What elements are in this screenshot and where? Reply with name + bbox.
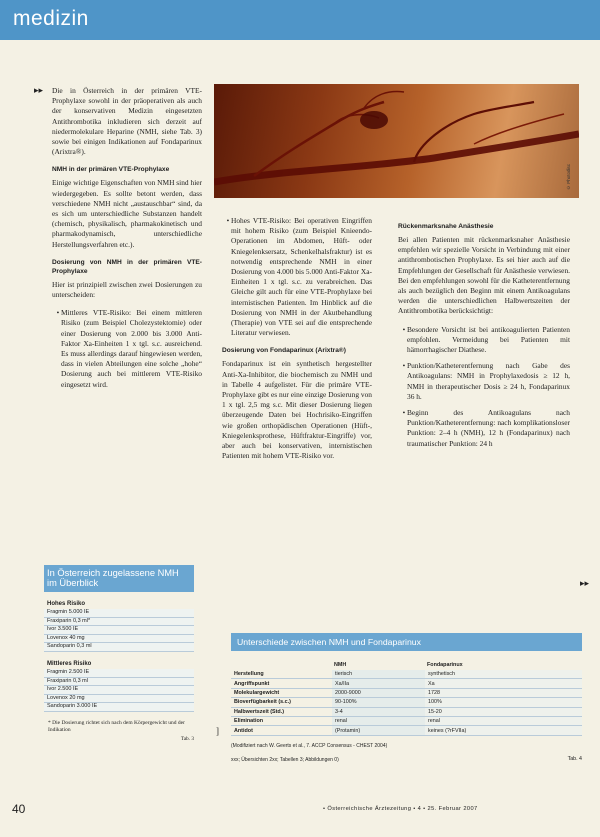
list-item: Fragmin 5.000 IE xyxy=(44,609,194,618)
list-item: Sandoparin 3.000 IE xyxy=(44,703,194,712)
table-row xyxy=(231,670,582,679)
list-item: Fraxiparin 0,3 ml* xyxy=(44,618,194,627)
comparison-table xyxy=(231,662,582,736)
cell-nmh: tierisch xyxy=(332,670,425,679)
table-row xyxy=(231,688,582,697)
photo-credit: © Photodisc xyxy=(566,163,571,190)
heading-fondaparinux: Dosierung von Fondaparinux (Arixtra®) xyxy=(222,347,346,355)
paragraph-nmh: Einige wichtige Eigenschaften von NMH sind hier wiedergegeben. Es sollte betont werden, dass verschiedene NMH nicht „austauschbar“ sind, da es sich um unterschiedliche Substanzen handelt (chemisch, physikalisch, pharmakokinetisch und pharmakodynamisch, unterschiedliche Herstellungsverfahren etc.). xyxy=(52,178,202,249)
list-item: Lovenox 40 mg xyxy=(44,635,194,644)
bullet-list xyxy=(398,325,570,449)
infobox-title: In Österreich zugelassene NMH im Überblick xyxy=(44,565,194,592)
list-item: Sandoparin 0,3 ml xyxy=(44,643,194,652)
heading-anaesthesie: Rückenmarksnahe Anästhesie xyxy=(398,223,494,230)
list-item: Ivor 2.500 IE xyxy=(44,686,194,695)
section-header-bar xyxy=(0,0,600,40)
list-item: Lovenox 20 mg xyxy=(44,695,194,704)
bullet-vorsicht: • Besondere Vorsicht ist bei antikoagulierten Patienten empfohlen. Vermeidung bei Patienten mit hämorrhagischer Diathese. xyxy=(407,325,570,356)
high-risk-heading: Hohes Risiko xyxy=(47,601,86,607)
cell-nmh: 90-100% xyxy=(332,698,425,707)
cell-fondaparinux: keines (?rFVIIa) xyxy=(425,726,582,735)
comparison-table-box xyxy=(231,633,582,762)
cell-nmh: (Protamin) xyxy=(332,726,425,735)
table-row xyxy=(231,707,582,716)
row-label: Antidot xyxy=(231,726,332,735)
paragraph-anaesthesie: Bei allen Patienten mit rückenmarksnaher Anästhesie empfehlen wir spezielle Vorsicht in Verbindung mit einer antithrombotischen Prophylaxe. Es sei hier auch auf die Empfehlungen der Gesellschaft für Anästhesie verwiesen. Bei den empfehlungen sowohl für die Katheterentfernung als auch bezüglich den Beginn mit einem Antikoagulans werden die unterschiedlichen Halbwertszeiten der Antithrombotika berücksichtigt: xyxy=(398,235,570,316)
high-risk-section xyxy=(44,601,194,652)
cell-fondaparinux: 15-20 xyxy=(425,707,582,716)
bullet-list xyxy=(52,308,202,390)
mid-risk-section xyxy=(44,661,194,712)
blood-vessel-photo xyxy=(214,84,579,198)
heading-nmh-prophylaxe: NMH in der primären VTE-Prophylaxe xyxy=(52,166,170,174)
row-label: Elimination xyxy=(231,716,332,725)
cell-fondaparinux: renal xyxy=(425,716,582,725)
page-number: 40 xyxy=(12,802,26,816)
nmh-overview-box xyxy=(44,565,194,742)
comparison-footnote-2: xxx; Übersichten 2xx; Tabellen 3; Abbildungen 0) xyxy=(231,756,339,763)
table-header-fondaparinux: Fondaparinux xyxy=(427,662,463,668)
paragraph-dosierung: Hier ist prinzipiell zwischen zwei Dosierungen zu unterscheiden: xyxy=(52,279,202,300)
table-number: Tab. 4 xyxy=(567,755,582,762)
table-row xyxy=(231,716,582,725)
cell-fondaparinux: 100% xyxy=(425,698,582,707)
journal-footer: • Österreichische Ärztezeitung • 4 • 25. Februar 2007 xyxy=(323,806,478,812)
vessel-illustration-icon xyxy=(214,84,579,198)
table-number: Tab. 3 xyxy=(180,735,194,742)
infobox-footnote: * Die Dosierung richtet sich nach dem Körpergewicht und der Indikation xyxy=(48,719,185,734)
list-item: Fraxiparin 0,3 ml xyxy=(44,678,194,687)
paragraph-fondaparinux: Fondaparinux ist ein synthetisch hergestellter Anti-Xa-Inhibitor, die biochemisch zu NMH und in Tabelle 4 aufgelistet. Für die primäre VTE-Prophylaxe gibt es nur eine einzige Dosierung von 1 x tgl. 2,5 mg s.c. Mit dieser Dosierung liegen überzeugende Daten bei Hochrisiko-Eingriffen wie großen orthopädischen Operationen (Hüft-, Kniegelenksprothese, Hüftfraktur-Eingriffe) vor, aber auch bei konservativen, internistischen Patienten mit hohem VTE-Risiko vor. xyxy=(222,359,372,461)
heading-dosierung-nmh: Dosierung von NMH in der primären VTE-Prophylaxe xyxy=(52,258,202,275)
list-item: Fragmin 2.500 IE xyxy=(44,669,194,678)
intro-paragraph: Die in Österreich in der primären VTE-Prophylaxe sowohl in der präoperativen als auch der konservativen Medizin eingesetzten Antithrombotika inkludieren sich derzeit auf niedermolekulare Heparine (NMH, siehe Tab. 3) sowie bei einigen Indikationen auf Fondaparinux (Arixtra®). xyxy=(52,86,202,157)
table-row xyxy=(231,679,582,688)
row-label: Herstellung xyxy=(231,670,332,679)
row-label: Molekulargewicht xyxy=(231,688,332,697)
section-label: medizin xyxy=(13,7,89,30)
cell-nmh: 2000-9000 xyxy=(332,688,425,697)
column-3 xyxy=(398,216,570,457)
comparison-title: Unterschiede zwischen NMH und Fondaparinux xyxy=(231,633,582,651)
cell-nmh: 3-4 xyxy=(332,707,425,716)
mid-risk-heading: Mittleres Risiko xyxy=(47,660,92,667)
cell-fondaparinux: Xa xyxy=(425,679,582,688)
column-1 xyxy=(52,86,202,398)
bullet-beginn: • Beginn des Antikoagulans nach Punktion/Katheterentfernung: nach komplikationsloser Punktion: 2–4 h (NMH), 12 h (Fondaparinux) nach traumatischer Punktion: 24 h xyxy=(407,408,570,449)
cell-nmh: Xa/IIa xyxy=(332,679,425,688)
continue-arrow-icon: ▸▸ xyxy=(580,579,590,589)
comparison-footnote: (Modifiziert nach W. Geerts et al., 7. ACCP Consensus - CHEST 2004) xyxy=(231,742,388,749)
bullet-list xyxy=(222,216,372,338)
cell-fondaparinux: 1728 xyxy=(425,688,582,697)
row-label: Bioverfügbarkeit (s.c.) xyxy=(231,698,332,707)
cell-fondaparinux: synthetisch xyxy=(425,670,582,679)
table-header-nmh: NMH xyxy=(334,662,347,668)
bullet-mittleres-risiko: • Mittleres VTE-Risiko: Bei einem mittleren Risiko (zum Beispiel Cholezystektomie) oder einer Dosierung von 2.000 bis 3.000 Anti-Faktor Xa-Einheiten 1 x tgl. s.c. ausreichend. Es muss allerdings darauf hingewiesen werden, dass in vielen Abteilungen eine solche „hohe“ Dosierung auch bei mittlerem VTE-Risiko eingesetzt wird. xyxy=(61,308,202,390)
bullet-punktion: • Punktion/Katheterentfernung nach Gabe des Antikoagulans: NMH in Prophylaxedosis ≥ 12 h, NMH in therapeutischer Dosis ≥ 24 h, Fondaparinux 36 h. xyxy=(407,361,570,402)
table-row xyxy=(231,698,582,707)
row-label: Angriffspunkt xyxy=(231,679,332,688)
bullet-hohes-risiko: • Hohes VTE-Risiko: Bei operativen Eingriffen mit hohem Risiko (zum Beispiel Knieendo-Operationen im Abdomen, Hüft- oder Kniegelenksersatz, Schenkelhalsfraktur) ist es notwendig entsprechende NMH in einer Dosierung von 4.000 bis 5.000 Anti-Faktor Xa-Einheiten 1 x tgl. s.c. zu verabreichen. Das Gleiche gilt auch für eine VTE-Prophylaxe bei internistischen Patienten. Im Hinblick auf die Dosierung von NMH in der Akutbehandlung (Therapie) von VTE sei auf die entsprechende Literatur verwiesen. xyxy=(231,216,372,338)
bracket-mark: ] xyxy=(216,726,219,736)
column-2 xyxy=(222,216,372,469)
list-item: Ivor 3.500 IE xyxy=(44,626,194,635)
cell-nmh: renal xyxy=(332,716,425,725)
row-label: Halbwertszeit (Std.) xyxy=(231,707,332,716)
table-header-empty xyxy=(231,662,332,670)
continue-arrow-icon: ▸▸ xyxy=(34,86,44,96)
table-row xyxy=(231,726,582,735)
